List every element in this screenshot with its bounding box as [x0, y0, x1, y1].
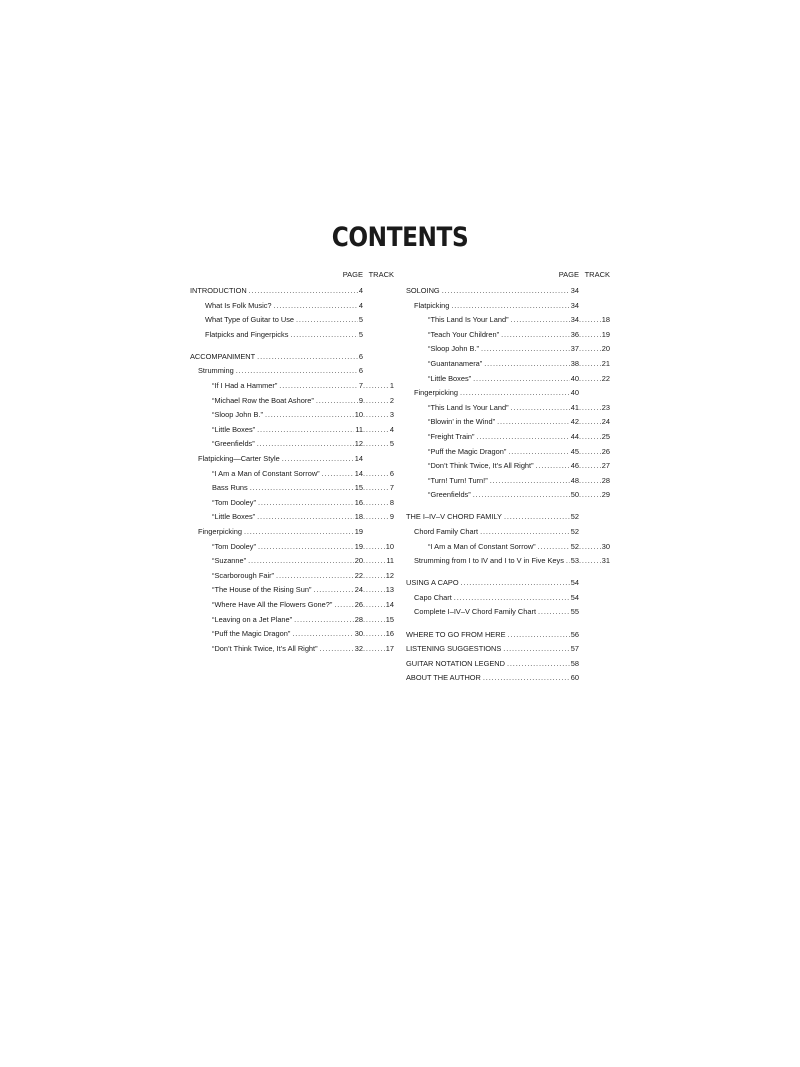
- toc-entry: [190, 598, 394, 613]
- dot-leader: [363, 394, 389, 409]
- dot-leader: [451, 299, 569, 314]
- track-number: 19: [601, 329, 610, 339]
- toc-entry: [406, 657, 610, 672]
- toc-column-left: [190, 270, 394, 656]
- dot-leader: [363, 569, 385, 584]
- track-number: 17: [385, 643, 394, 653]
- entry-title: “Little Boxes”: [428, 373, 472, 383]
- entry-title: “Tom Dooley”: [212, 541, 256, 551]
- page-number: 46: [570, 461, 579, 471]
- entry-title: “I Am a Man of Constant Sorrow”: [428, 541, 536, 551]
- dot-leader: [363, 642, 385, 657]
- entry-title: “Puff the Magic Dragon”: [428, 446, 507, 456]
- page-number: 22: [354, 570, 363, 580]
- dot-leader: [258, 540, 354, 555]
- dot-leader: [579, 474, 601, 489]
- dot-leader: [579, 372, 601, 387]
- column-header: [190, 270, 394, 284]
- track-number: 13: [385, 585, 394, 595]
- toc-entry: [406, 328, 610, 343]
- track-column-header: TRACK: [584, 270, 610, 279]
- dot-leader: [363, 437, 389, 452]
- dot-leader: [363, 613, 385, 628]
- toc-entry: [190, 452, 394, 467]
- dot-leader: [294, 613, 354, 628]
- track-number: 18: [601, 315, 610, 325]
- toc-entry: [406, 591, 610, 606]
- entry-title: “Guantanamera”: [428, 358, 483, 368]
- page-number: 54: [570, 578, 579, 588]
- page-column-header: PAGE: [558, 270, 579, 279]
- toc-entry: [190, 299, 394, 314]
- dot-leader: [257, 510, 354, 525]
- page-number: 54: [570, 592, 579, 602]
- dot-leader: [461, 576, 570, 591]
- dot-leader: [507, 657, 570, 672]
- entry-title: “Tom Dooley”: [212, 497, 256, 507]
- dot-leader: [363, 510, 389, 525]
- toc-entry: [406, 554, 610, 569]
- entry-title: “Don’t Think Twice, It’s All Right”: [212, 643, 318, 653]
- dot-leader: [538, 540, 570, 555]
- track-number: 29: [601, 490, 610, 500]
- toc-entry: [190, 613, 394, 628]
- dot-leader: [257, 423, 354, 438]
- track-number: 1: [389, 381, 394, 391]
- entry-title: Flatpicking: [414, 300, 450, 310]
- page-number: 40: [570, 388, 579, 398]
- entry-title: “Greenfields”: [428, 490, 471, 500]
- track-number: 14: [385, 599, 394, 609]
- entry-title: GUITAR NOTATION LEGEND: [406, 658, 505, 668]
- entry-title: ABOUT THE AUTHOR: [406, 673, 481, 683]
- page-number: 5: [358, 315, 363, 325]
- dot-leader: [476, 430, 569, 445]
- track-number: 3: [389, 410, 394, 420]
- page-number: 16: [354, 497, 363, 507]
- toc-entry: [190, 408, 394, 423]
- page-number: 52: [570, 527, 579, 536]
- entry-title: Fingerpicking: [414, 388, 458, 398]
- toc-entry: [406, 510, 610, 525]
- page-number: 60: [570, 673, 579, 683]
- entry-title: “Blowin’ in the Wind”: [428, 417, 496, 427]
- page-number: 57: [570, 644, 579, 654]
- entry-title: “Michael Row the Boat Ashore”: [212, 395, 314, 405]
- dot-leader: [363, 627, 385, 642]
- page-number: 50: [570, 490, 579, 500]
- dot-leader: [236, 364, 358, 379]
- dot-leader: [257, 350, 358, 365]
- toc-entry: [190, 569, 394, 584]
- dot-leader: [279, 379, 358, 394]
- dot-leader: [473, 372, 570, 387]
- entry-title: “I Am a Man of Constant Sorrow”: [212, 468, 320, 478]
- dot-leader: [497, 415, 570, 430]
- page-number: 45: [570, 446, 579, 456]
- page-number: 38: [570, 358, 579, 368]
- track-number: 26: [601, 446, 610, 456]
- dot-leader: [454, 591, 570, 606]
- page-number: 14: [354, 468, 363, 478]
- toc-entry: [190, 525, 394, 540]
- dot-leader: [322, 467, 354, 482]
- dot-leader: [579, 540, 601, 555]
- dot-leader: [363, 423, 389, 438]
- toc-column-right: [406, 270, 610, 686]
- toc-entry: [190, 554, 394, 569]
- track-number: 4: [389, 424, 394, 434]
- dot-leader: [579, 488, 601, 503]
- entry-title: Bass Runs: [212, 483, 248, 493]
- toc-entry: [406, 605, 610, 620]
- entry-title: INTRODUCTION: [190, 286, 247, 295]
- dot-leader: [258, 496, 354, 511]
- dot-leader: [511, 401, 570, 416]
- track-number: 11: [386, 556, 394, 566]
- entry-title: Complete I–IV–V Chord Family Chart: [414, 607, 536, 617]
- track-number: 2: [389, 395, 394, 405]
- dot-leader: [504, 510, 570, 525]
- dot-leader: [536, 459, 570, 474]
- page-number: 34: [570, 300, 579, 310]
- toc-entry: [406, 430, 610, 445]
- dot-leader: [483, 671, 570, 686]
- toc-entry: [406, 299, 610, 314]
- entry-title: “Don’t Think Twice, It’s All Right”: [428, 461, 534, 471]
- entry-title: “Freight Train”: [428, 431, 475, 441]
- page-number: 4: [358, 300, 363, 310]
- entry-title: WHERE TO GO FROM HERE: [406, 629, 506, 639]
- column-header: [406, 270, 610, 284]
- dot-leader: [538, 605, 570, 620]
- dot-leader: [579, 342, 601, 357]
- dot-leader: [363, 467, 389, 482]
- page-number: 30: [354, 629, 363, 639]
- entry-title: “Scarborough Fair”: [212, 570, 275, 580]
- dot-leader: [363, 379, 389, 394]
- dot-leader: [334, 598, 353, 613]
- toc-entries-left: [190, 284, 394, 656]
- toc-entry: [190, 437, 394, 452]
- toc-entry: [190, 627, 394, 642]
- dot-leader: [276, 569, 354, 584]
- dot-leader: [274, 299, 358, 314]
- dot-leader: [579, 554, 601, 569]
- track-number: 10: [385, 541, 394, 551]
- dot-leader: [473, 488, 570, 503]
- dot-leader: [579, 328, 601, 343]
- entry-title: “Greenfields”: [212, 439, 255, 449]
- dot-leader: [579, 430, 601, 445]
- dot-leader: [508, 445, 569, 460]
- page-number: 20: [354, 556, 363, 566]
- dot-leader: [257, 437, 354, 452]
- track-number: 23: [601, 402, 610, 412]
- page-number: 26: [354, 599, 363, 609]
- track-number: 28: [601, 475, 610, 485]
- page-number: 58: [570, 658, 579, 668]
- track-number: 21: [601, 358, 610, 368]
- page-number: 19: [354, 527, 363, 536]
- page-number: 41: [570, 402, 579, 412]
- track-number: 24: [601, 417, 610, 427]
- entry-title: “Little Boxes”: [212, 424, 256, 434]
- entry-title: “Sloop John B.”: [212, 410, 263, 420]
- toc-entry: [190, 284, 394, 299]
- dot-leader: [292, 627, 353, 642]
- page-title: CONTENTS: [331, 222, 469, 253]
- dot-leader: [579, 459, 601, 474]
- toc-entry: [406, 576, 610, 591]
- dot-leader: [249, 284, 358, 299]
- dot-leader: [579, 357, 601, 372]
- track-number: 12: [385, 570, 394, 580]
- toc-entry: [406, 372, 610, 387]
- track-number: 31: [601, 556, 610, 566]
- dot-leader: [460, 386, 570, 401]
- entry-title: “Sloop John B.”: [428, 344, 479, 354]
- entry-title: THE I–IV–V CHORD FAMILY: [406, 512, 502, 522]
- dot-leader: [481, 342, 570, 357]
- track-number: 22: [601, 373, 610, 383]
- toc-entry: [190, 350, 394, 365]
- page-number: 42: [570, 417, 579, 427]
- toc-entry: [190, 364, 394, 379]
- page-number: 14: [354, 454, 363, 464]
- toc-entry: [190, 510, 394, 525]
- dot-leader: [313, 583, 353, 598]
- track-number: 6: [389, 468, 394, 478]
- track-column-header: TRACK: [368, 270, 394, 279]
- entry-title: Flatpicking—Carter Style: [198, 454, 280, 464]
- toc-entry: [190, 496, 394, 511]
- page-number: 28: [354, 614, 363, 624]
- toc-entry: [406, 525, 610, 540]
- page-number: 36: [570, 329, 579, 339]
- toc-entry: [406, 357, 610, 372]
- dot-leader: [363, 598, 385, 613]
- toc-entry: [406, 628, 610, 643]
- page-number: 34: [570, 286, 579, 295]
- page-number: 5: [358, 329, 363, 339]
- entry-title: “Teach Your Children”: [428, 329, 500, 339]
- dot-leader: [579, 401, 601, 416]
- entry-title: Chord Family Chart: [414, 527, 479, 536]
- toc-entry: [406, 415, 610, 430]
- entry-title: Flatpicks and Fingerpicks: [205, 329, 289, 339]
- page-number: 18: [354, 512, 363, 522]
- toc-entry: [190, 328, 394, 343]
- entry-title: Capo Chart: [414, 592, 452, 602]
- dot-leader: [503, 642, 569, 657]
- page-number: 6: [358, 366, 363, 376]
- toc-entry: [406, 313, 610, 328]
- dot-leader: [442, 284, 570, 299]
- entry-title: “Suzanne”: [212, 556, 247, 566]
- toc-entry: [190, 379, 394, 394]
- entry-title: “Little Boxes”: [212, 512, 256, 522]
- page-number: 53: [570, 556, 579, 566]
- track-number: 16: [385, 629, 394, 639]
- toc-entry: [406, 488, 610, 503]
- page-number: 37: [570, 344, 579, 354]
- entry-title: Fingerpicking: [198, 527, 242, 536]
- entry-title: LISTENING SUGGESTIONS: [406, 644, 502, 654]
- toc-entry: [190, 467, 394, 482]
- toc-entry: [190, 394, 394, 409]
- entry-title: “If I Had a Hammer”: [212, 381, 278, 391]
- track-number: 5: [389, 439, 394, 449]
- page-number: 40: [570, 373, 579, 383]
- entry-title: What Type of Guitar to Use: [205, 315, 295, 325]
- page-number: 11: [355, 424, 363, 434]
- entry-title: What Is Folk Music?: [205, 300, 272, 310]
- page-number: 32: [354, 643, 363, 653]
- track-number: 15: [385, 614, 394, 624]
- toc-entry: [190, 642, 394, 657]
- dot-leader: [296, 313, 358, 328]
- page-number: 9: [358, 395, 363, 405]
- entry-title: Strumming: [198, 366, 234, 376]
- toc-entry: [406, 671, 610, 686]
- toc-entry: [406, 401, 610, 416]
- toc-entry: [406, 459, 610, 474]
- page-number: 55: [570, 607, 579, 617]
- page-number: 6: [358, 351, 363, 361]
- track-number: 7: [389, 483, 394, 493]
- dot-leader: [484, 357, 570, 372]
- page-number: 24: [354, 585, 363, 595]
- toc-entry: [406, 642, 610, 657]
- dot-leader: [490, 474, 570, 489]
- page-number: 34: [570, 315, 579, 325]
- dot-leader: [290, 328, 357, 343]
- toc-entry: [406, 445, 610, 460]
- page-number: 48: [570, 475, 579, 485]
- dot-leader: [363, 496, 389, 511]
- toc-entry: [190, 540, 394, 555]
- dot-leader: [250, 481, 354, 496]
- toc-entry: [406, 474, 610, 489]
- entry-title: Strumming from I to IV and I to V in Five Keys: [414, 556, 564, 566]
- dot-leader: [511, 313, 570, 328]
- page-number: 7: [358, 381, 363, 391]
- dot-leader: [265, 408, 354, 423]
- track-number: 30: [601, 541, 610, 551]
- page-number: 52: [570, 512, 579, 522]
- entry-title: SOLOING: [406, 286, 440, 295]
- page-number: 10: [354, 410, 363, 420]
- entry-title: “This Land Is Your Land”: [428, 315, 509, 325]
- dot-leader: [363, 554, 385, 569]
- page-number: 12: [354, 439, 363, 449]
- toc-entry: [190, 423, 394, 438]
- page-number: 15: [354, 483, 363, 493]
- track-number: 27: [601, 461, 610, 471]
- dot-leader: [501, 328, 570, 343]
- toc-entry: [406, 342, 610, 357]
- toc-entry: [190, 313, 394, 328]
- entry-title: USING A CAPO: [406, 578, 459, 588]
- dot-leader: [248, 554, 354, 569]
- page-number: 19: [354, 541, 363, 551]
- dot-leader: [579, 313, 601, 328]
- dot-leader: [363, 583, 385, 598]
- dot-leader: [244, 525, 354, 540]
- dot-leader: [363, 540, 385, 555]
- entry-title: “Leaving on a Jet Plane”: [212, 614, 293, 624]
- page-number: 44: [570, 431, 579, 441]
- toc-entry: [190, 481, 394, 496]
- page-number: 52: [570, 541, 579, 551]
- track-number: 25: [601, 431, 610, 441]
- dot-leader: [320, 642, 354, 657]
- page-number: 4: [358, 286, 363, 295]
- entry-title: “This Land Is Your Land”: [428, 402, 509, 412]
- dot-leader: [316, 394, 358, 409]
- toc-entry: [406, 386, 610, 401]
- dot-leader: [579, 445, 601, 460]
- entry-title: “Puff the Magic Dragon”: [212, 629, 291, 639]
- dot-leader: [282, 452, 354, 467]
- dot-leader: [363, 408, 389, 423]
- page-column-header: PAGE: [342, 270, 363, 279]
- track-number: 8: [389, 497, 394, 507]
- track-number: 20: [601, 344, 610, 354]
- toc-entries-right: [406, 284, 610, 686]
- toc-entry: [406, 284, 610, 299]
- toc-entry: [406, 540, 610, 555]
- entry-title: “Where Have All the Flowers Gone?”: [212, 599, 333, 609]
- dot-leader: [579, 415, 601, 430]
- page-number: 56: [570, 629, 579, 639]
- dot-leader: [508, 628, 570, 643]
- entry-title: ACCOMPANIMENT: [190, 351, 256, 361]
- track-number: 9: [389, 512, 394, 522]
- entry-title: “Turn! Turn! Turn!”: [428, 475, 488, 485]
- dot-leader: [363, 481, 389, 496]
- entry-title: “The House of the Rising Sun”: [212, 585, 312, 595]
- toc-entry: [190, 583, 394, 598]
- dot-leader: [480, 525, 570, 540]
